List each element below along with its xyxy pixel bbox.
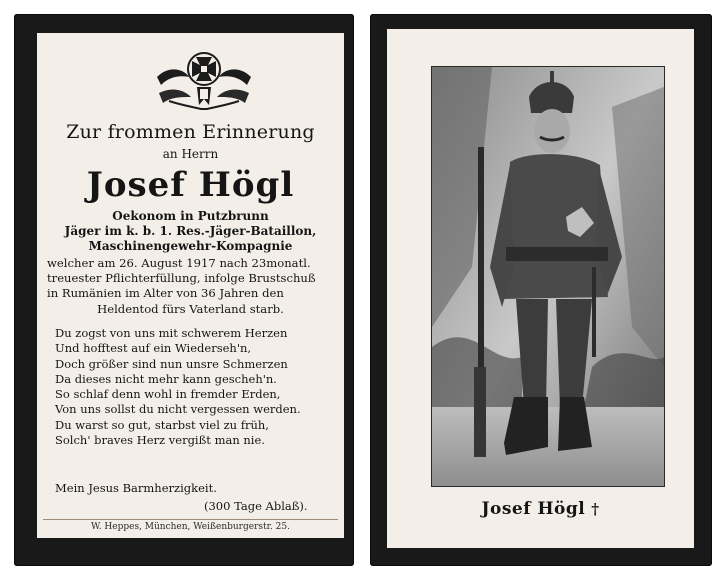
left-card-paper (37, 33, 344, 538)
memorial-card-right (370, 14, 712, 566)
poem-line: Von uns sollst du nicht vergessen werden. (55, 402, 301, 417)
deceased-name: Josef Högl (86, 165, 295, 205)
cross-symbol: † (591, 500, 600, 518)
printer-imprint: W. Heppes, München, Weißenburgerstr. 25. (91, 522, 290, 532)
indulgence-note: (300 Tage Ablaß). (204, 499, 308, 513)
biography-text (47, 256, 334, 317)
divider (43, 519, 338, 520)
iron-cross-wreath-icon (149, 47, 259, 113)
bio-line: treuester Pflichterfüllung, infolge Brustschuß (47, 271, 316, 286)
bio-line: welcher am 26. August 1917 nach 23monatl. (47, 256, 311, 270)
poem-line: Doch größer sind nun unsre Schmerzen (55, 356, 288, 371)
military-unit-line-1: Jäger im k. b. 1. Res.-Jäger-Bataillon, (64, 224, 317, 238)
soldier-portrait-photo (431, 66, 665, 487)
military-unit-line-2: Maschinengewehr-Kompagnie (88, 239, 293, 253)
poem-line: Du zogst von uns mit schwerem Herzen (55, 326, 288, 340)
bio-line: Heldentod fürs Vaterland starb. (97, 301, 284, 316)
poem-line: Du warst so gut, starbst viel zu früh, (55, 417, 269, 432)
soldier-portrait (432, 67, 664, 486)
salutation: an Herrn (162, 147, 219, 161)
prayer-line: Mein Jesus Barmherzigkeit. (55, 481, 217, 495)
occupation: Oekonom in Putzbrunn (112, 209, 269, 223)
poem-line: Und hofftest auf ein Wiederseh'n, (55, 341, 252, 356)
memorial-card-left (14, 14, 354, 566)
memorial-heading: Zur frommen Erinnerung (66, 121, 315, 143)
poem-line: Da dieses nicht mehr kann gescheh'n. (55, 371, 277, 386)
bio-line: in Rumänien im Alter von 36 Jahren den (47, 286, 284, 301)
photo-caption (387, 499, 694, 519)
right-card-paper (387, 29, 694, 548)
caption-name: Josef Högl (481, 499, 586, 519)
poem-line: So schlaf denn wohl in fremder Erden, (55, 387, 281, 402)
poem-line: Solch' braves Herz vergißt man nie. (55, 433, 265, 448)
memorial-poem (55, 326, 335, 448)
